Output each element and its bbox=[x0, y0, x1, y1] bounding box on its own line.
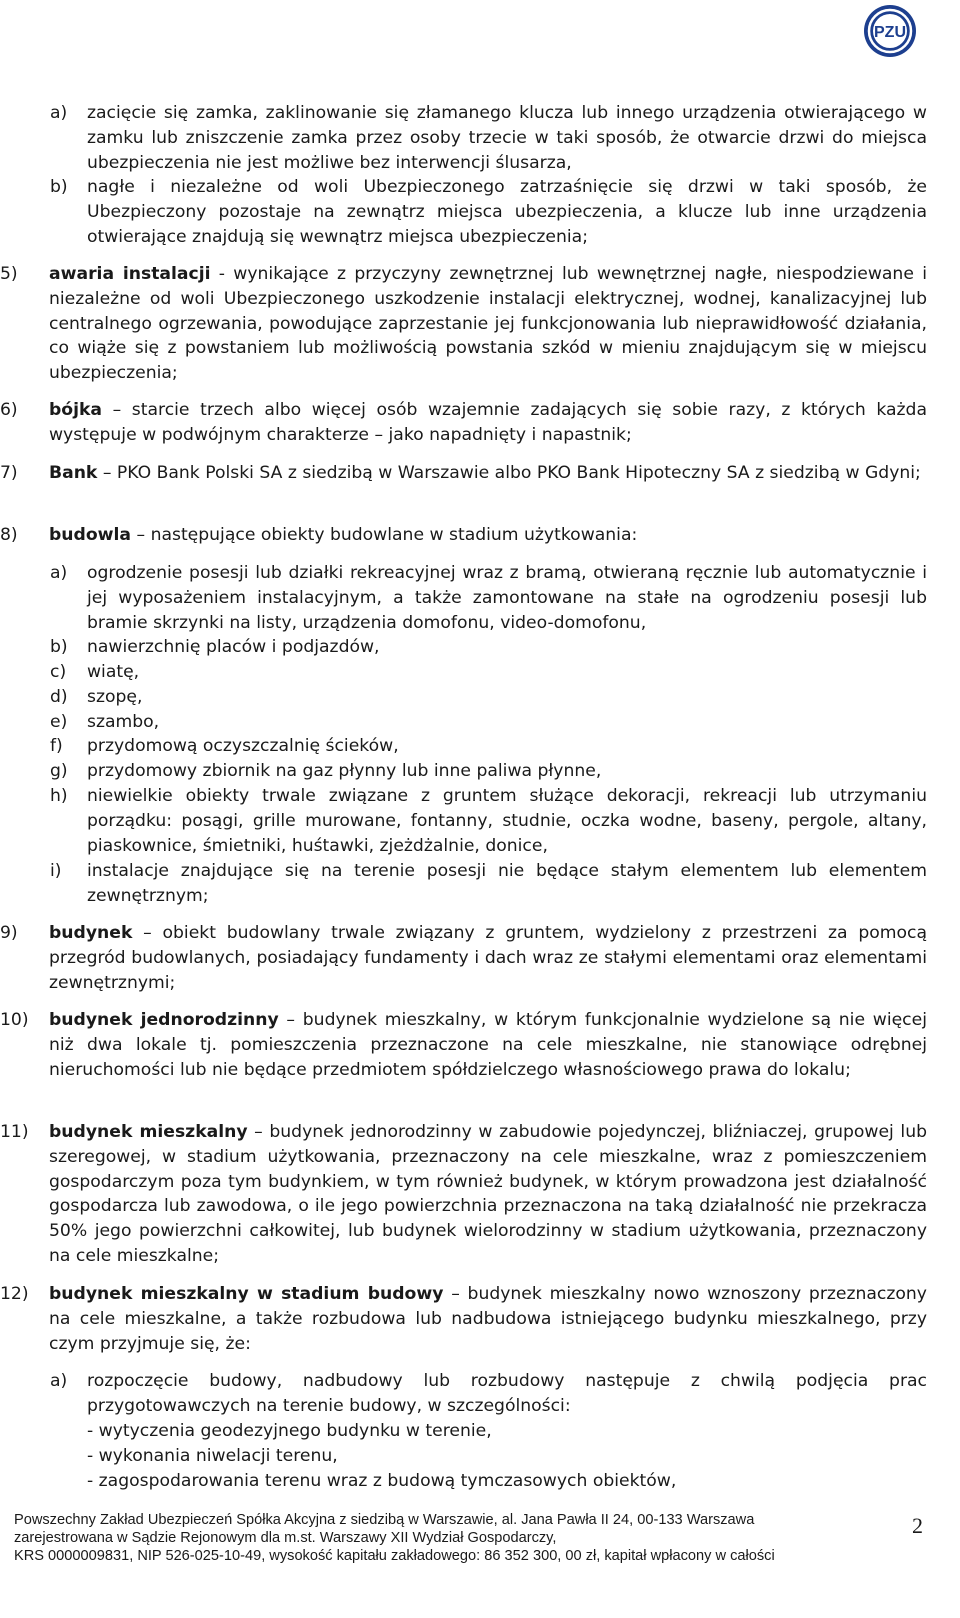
item-number: 6) bbox=[0, 400, 18, 420]
definition-item bbox=[0, 1120, 927, 1269]
item-term: Bank bbox=[49, 463, 98, 483]
item-definition: obiekt budowlany trwale związany z gruntem, wydzielony z przestrzeni za pomocą przegród budowlanych, posiadający fundamenty i dach wraz ze stałymi elementami oraz elementami zewnętrznymi; bbox=[49, 923, 927, 993]
definition-item bbox=[0, 398, 927, 448]
item-number: 10) bbox=[0, 1010, 29, 1030]
item-definition: starcie trzech albo więcej osób wzajemnie zadających się sobie razy, z których każda występuje w podwójnym charakterze – jako napadnięty i napastnik; bbox=[49, 400, 927, 445]
footer-registry-line: zarejestrowana w Sądzie Rejonowym dla m.st. Warszawy XII Wydział Gospodarczy, bbox=[14, 1530, 557, 1547]
list-subitem bbox=[50, 734, 927, 759]
subitem-letter: b) bbox=[50, 637, 68, 657]
item-number: 9) bbox=[0, 923, 18, 943]
dash-item: - wykonania niwelacji terenu, bbox=[87, 1446, 338, 1466]
item-number: 11) bbox=[0, 1122, 29, 1142]
subitem-letter: a) bbox=[50, 1371, 68, 1391]
subitem-letter: a) bbox=[50, 103, 68, 123]
subitem-text: ogrodzenie posesji lub działki rekreacyjnej wraz z bramą, otwieraną ręcznie lub automatycznie i jej wyposażeniem instalacyjnym, a także zamontowane na stałe na ogrodzeniu posesji lub bramie skrzynki na listy, urządzenia domofonu, video-domofonu, bbox=[87, 563, 927, 633]
definition-item bbox=[0, 1008, 927, 1082]
item-separator: – bbox=[131, 525, 151, 545]
page-footer bbox=[14, 1511, 894, 1566]
item-separator: – bbox=[102, 400, 132, 420]
item-term: budynek bbox=[49, 923, 133, 943]
item-number: 5) bbox=[0, 264, 18, 284]
subitem-letter: h) bbox=[50, 786, 68, 806]
item-separator: – bbox=[443, 1284, 468, 1304]
dash-item: - zagospodarowania terenu wraz z budową tymczasowych obiektów, bbox=[87, 1471, 677, 1491]
item-definition: PKO Bank Polski SA z siedzibą w Warszawie albo PKO Bank Hipoteczny SA z siedzibą w Gdyni; bbox=[116, 463, 921, 483]
item-definition: następujące obiekty budowlane w stadium użytkowania: bbox=[150, 525, 638, 545]
subitem-text: rozpoczęcie budowy, nadbudowy lub rozbudowy następuje z chwilą podjęcia prac przygotowawczych na terenie budowy, w szczególności: bbox=[87, 1371, 927, 1416]
pzu-logo-icon bbox=[862, 3, 918, 59]
subitem-letter: g) bbox=[50, 761, 68, 781]
subitem-letter: e) bbox=[50, 712, 68, 732]
item-separator: – bbox=[97, 463, 117, 483]
definition-item bbox=[0, 921, 927, 995]
list-subitem bbox=[50, 635, 927, 660]
item-definition: wynikające z przyczyny zewnętrznej lub wewnętrznej nagłe, niespodziewane i niezależne od woli Ubezpieczonego uszkodzenie instalacji elektrycznej, wodnej, kanalizacyjnej lub centralnego ogrzewania, powodujące zaprzestanie jej funkcjonowania lub nieprawidłowość działania, co wiąże się z powstaniem lub możliwością powstania szkód w mieniu znajdującym się w miejscu ubezpieczenia; bbox=[49, 264, 927, 384]
subitem-letter: f) bbox=[50, 736, 63, 756]
item-term: bójka bbox=[49, 400, 103, 420]
definition-item bbox=[0, 262, 927, 386]
definition-item bbox=[0, 523, 927, 548]
item-term: awaria instalacji bbox=[49, 264, 211, 284]
list-subitem bbox=[50, 660, 927, 685]
definition-item bbox=[0, 461, 927, 486]
subitem-text: nawierzchnię placów i podjazdów, bbox=[87, 637, 380, 657]
list-subitem bbox=[50, 175, 927, 249]
subitem-letter: b) bbox=[50, 177, 68, 197]
subitem-text: przydomową oczyszczalnię ścieków, bbox=[87, 736, 399, 756]
list-subitem bbox=[50, 1369, 927, 1419]
subitem-letter: c) bbox=[50, 662, 67, 682]
list-subitem bbox=[50, 859, 927, 909]
list-subitem bbox=[50, 561, 927, 635]
list-subitem bbox=[50, 784, 927, 858]
pzu-logo bbox=[862, 3, 918, 59]
page-number: 2 bbox=[912, 1513, 923, 1538]
item-separator: - bbox=[210, 264, 234, 284]
item-separator: – bbox=[132, 923, 163, 943]
subitem-letter: i) bbox=[50, 861, 62, 881]
item-definition: budynek jednorodzinny w zabudowie pojedynczej, bliźniaczej, grupowej lub szeregowej, w stadium użytkowania, przeznaczony na cele mieszkalne, wraz z pomieszczeniem gospodarczym poza tym budynkiem, w tym również budynek, w którym prowadzona jest działalność gospodarcza lub zawodowa, o ile jego powierzchnia przeznaczona na taką działalność nie przekracza 50% jego powierzchni całkowitej, lub budynek wielorodzinny w stadium użytkowania, przeznaczony na cele mieszkalne; bbox=[49, 1122, 927, 1266]
subitem-text: przydomowy zbiornik na gaz płynny lub inne paliwa płynne, bbox=[87, 761, 602, 781]
item-number: 12) bbox=[0, 1284, 29, 1304]
list-subitem bbox=[50, 759, 927, 784]
subitem-text: nagłe i niezależne od woli Ubezpieczonego zatrzaśnięcie się drzwi w taki sposób, że Ubezpieczony pozostaje na zewnątrz miejsca ubezpieczenia, a klucze lub inne urządzenia otwierające znajdują się wewnątrz miejsca ubezpieczenia; bbox=[87, 177, 927, 247]
subitem-letter: a) bbox=[50, 563, 68, 583]
item-separator: – bbox=[278, 1010, 303, 1030]
list-subitem bbox=[50, 710, 927, 735]
item-separator: – bbox=[247, 1122, 270, 1142]
item-definition: budynek mieszkalny, w którym funkcjonalnie wydzielone są nie więcej niż dwa lokale tj. pomieszczenia przeznaczone na cele mieszkalne, nie stanowiące odrębnej nieruchomości lub nie będące przedmiotem spółdzielczego własnościowego prawa do lokalu; bbox=[49, 1010, 927, 1080]
item-definition: budynek mieszkalny nowo wznoszony przeznaczony na cele mieszkalne, a także rozbudowa lub nadbudowa istniejącego budynku mieszkalnego, przy czym przyjmuje się, że: bbox=[49, 1284, 927, 1354]
item-number: 8) bbox=[0, 525, 18, 545]
subitem-text: instalacje znajdujące się na terenie posesji nie będące stałym elementem lub elementem zewnętrznym; bbox=[87, 861, 927, 906]
list-subitem bbox=[50, 685, 927, 710]
item-term: budynek jednorodzinny bbox=[49, 1010, 279, 1030]
subitem-text: niewielkie obiekty trwale związane z gruntem służące dekoracji, rekreacji lub utrzymaniu porządku: posągi, grille murowane, fontanny, studnie, oczka wodne, baseny, pergole, altany, piaskownice, śmietniki, huśtawki, zjeżdżalnie, donice, bbox=[87, 786, 927, 856]
dash-item: - wytyczenia geodezyjnego budynku w terenie, bbox=[87, 1421, 492, 1441]
item-term: budynek mieszkalny bbox=[49, 1122, 248, 1142]
subitem-text: szopę, bbox=[87, 687, 143, 707]
subitem-text: wiatę, bbox=[87, 662, 140, 682]
logo-text: PZU bbox=[874, 24, 906, 41]
subitem-letter: d) bbox=[50, 687, 68, 707]
subitem-text: szambo, bbox=[87, 712, 160, 732]
footer-krs-line: KRS 0000009831, NIP 526-025-10-49, wysokość kapitału zakładowego: 86 352 300, 00 zł, kapitał wpłacony w całości bbox=[14, 1548, 775, 1565]
definition-item bbox=[0, 1282, 927, 1356]
item-term: budowla bbox=[49, 525, 132, 545]
subitem-text: zacięcie się zamka, zaklinowanie się złamanego klucza lub innego urządzenia otwierającego w zamku lub zniszczenie zamka przez osoby trzecie w taki sposób, że otwarcie drzwi do miejsca ubezpieczenia nie jest możliwe bez interwencji ślusarza, bbox=[87, 103, 927, 173]
item-term: budynek mieszkalny w stadium budowy bbox=[49, 1284, 444, 1304]
list-subitem bbox=[50, 101, 927, 175]
item-number: 7) bbox=[0, 463, 18, 483]
footer-company-line: Powszechny Zakład Ubezpieczeń Spółka Akcyjna z siedzibą w Warszawie, al. Jana Pawła II 24, 00-133 Warszawa bbox=[14, 1512, 755, 1528]
